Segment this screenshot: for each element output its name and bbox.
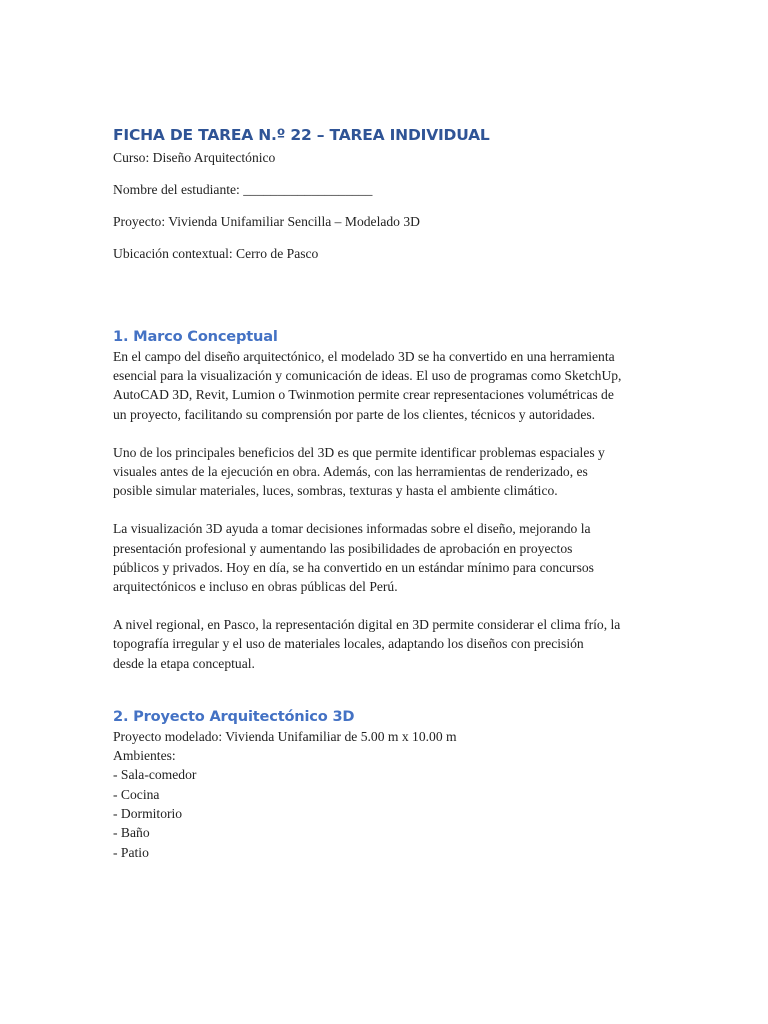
course-line: Curso: Diseño Arquitectónico [113, 150, 276, 165]
rooms-label: Ambientes: [113, 748, 176, 764]
document-title: FICHA DE TAREA N.º 22 – TAREA INDIVIDUAL [113, 126, 490, 144]
marco-conceptual-paragraph [113, 443, 658, 501]
location-line: Ubicación contextual: Cerro de Pasco [113, 246, 319, 261]
project-modeled-line: Proyecto modelado: Vivienda Unifamiliar de 5.00 m x 10.00 m [113, 728, 457, 744]
paragraph-line: En el campo del diseño arquitectónico, el modelado 3D se ha convertido en una herramienta [113, 349, 615, 364]
paragraph-line: Uno de los principales beneficios del 3D es que permite identificar problemas espaciales y [113, 444, 605, 460]
rooms-list [113, 765, 658, 861]
section-heading-marco-conceptual: 1. Marco Conceptual [113, 328, 278, 345]
paragraph-line: A nivel regional, en Pasco, la representación digital en 3D permite considerar el clima frío, la [113, 617, 621, 633]
student-name-line: Nombre del estudiante: ___________________ [113, 182, 373, 197]
paragraph-line: topografía irregular y el uso de materiales locales, adaptando los diseños con precisión [113, 636, 584, 652]
marco-conceptual-paragraph [113, 615, 658, 673]
paragraph-line: esencial para la visualización y comunicación de ideas. El uso de programas como SketchUp, [113, 368, 622, 384]
paragraph-line: desde la etapa conceptual. [113, 655, 255, 671]
paragraph-line: presentación profesional y aumentando las posibilidades de aprobación en proyectos [113, 540, 573, 556]
marco-conceptual-paragraph [113, 519, 658, 596]
paragraph-line: públicos y privados. Hoy en día, se ha convertido en un estándar mínimo para concursos [113, 559, 594, 575]
paragraph-line: arquitectónicos e incluso en obras públicas del Perú. [113, 579, 398, 595]
list-item: - Patio [113, 844, 149, 860]
paragraph-line: un proyecto, facilitando su comprensión por parte de los clientes, técnicos y autoridades. [113, 406, 596, 422]
list-item: - Baño [113, 825, 150, 841]
list-item: - Dormitorio [113, 806, 183, 822]
marco-conceptual-paragraph [113, 347, 658, 424]
paragraph-line: posible simular materiales, luces, sombras, texturas y hasta el ambiente climático. [113, 483, 558, 499]
document-body [113, 124, 658, 862]
paragraph-line: visuales antes de la ejecución en obra. Además, con las herramientas de renderizado, es [113, 464, 588, 480]
list-item: - Sala-comedor [113, 767, 197, 783]
list-item: - Cocina [113, 786, 160, 802]
section-heading-proyecto-3d: 2. Proyecto Arquitectónico 3D [113, 707, 355, 725]
paragraph-line: AutoCAD 3D, Revit, Lumion o Twinmotion permite crear representaciones volumétricas de [113, 387, 614, 403]
paragraph-line: La visualización 3D ayuda a tomar decisiones informadas sobre el diseño, mejorando la [113, 521, 591, 537]
project-line: Proyecto: Vivienda Unifamiliar Sencilla – Modelado 3D [113, 214, 420, 229]
